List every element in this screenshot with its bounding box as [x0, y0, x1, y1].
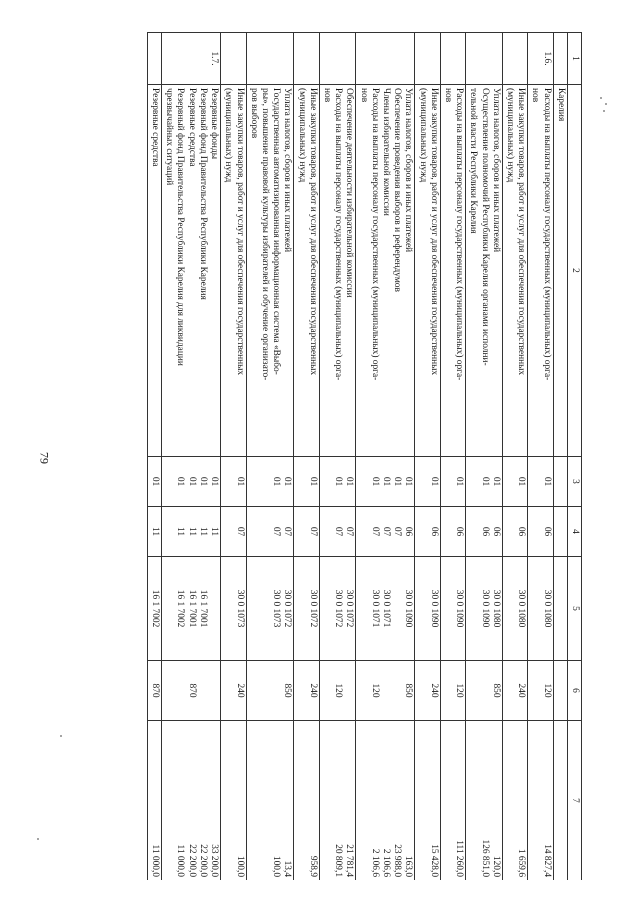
expense-type-cell — [246, 661, 294, 721]
expense-type-line: 240 — [307, 683, 318, 698]
amount-line: 23 988,0 — [392, 844, 403, 877]
expense-type-cell — [356, 661, 415, 721]
description-line: Резервный фонд Правительства Республики Карелия для ликвидации — [175, 88, 186, 366]
target-article-cell — [528, 557, 553, 661]
target-article-line: 30 0 1072 — [344, 589, 355, 628]
description-line: чрезвычайных ситуаций — [164, 88, 175, 186]
section-number-cell — [528, 33, 553, 85]
description-line: Расходы на выплаты персоналу государственных (муниципальных) орга- — [454, 88, 465, 381]
amount-line: 100,0 — [234, 855, 245, 877]
section-code-cell — [246, 457, 294, 507]
section-code-cell — [502, 457, 527, 507]
table-body — [147, 33, 567, 881]
description-cell — [553, 85, 567, 457]
expense-type-cell — [415, 661, 440, 721]
amount-cell — [147, 721, 161, 881]
target-article-line: 16 1 7002 — [150, 589, 161, 628]
table-row — [246, 33, 294, 881]
expense-type-line — [391, 664, 402, 717]
section-code-line: 01 — [428, 476, 439, 487]
section-code-line: 01 — [403, 476, 414, 487]
section-code-cell — [528, 457, 553, 507]
subsection-code-line: 11 — [186, 526, 197, 537]
amount-line: 20 809,1 — [333, 844, 344, 877]
section-code-line: 01 — [234, 476, 245, 487]
header-col-4: 4 — [567, 507, 581, 557]
subsection-code-line: 11 — [175, 526, 186, 537]
description-cell — [147, 85, 161, 457]
subsection-code-cell — [528, 507, 553, 557]
amount-cell — [502, 721, 527, 881]
section-number-cell — [502, 33, 527, 85]
section-number-cell — [294, 33, 319, 85]
subsection-code-cell — [415, 507, 440, 557]
section-code-line: 01 — [516, 476, 527, 487]
subsection-code-cell — [356, 507, 415, 557]
subsection-code-line: 06 — [541, 526, 552, 537]
target-article-line: 30 0 1090 — [428, 589, 439, 628]
target-article-line — [391, 560, 402, 657]
table-row — [466, 33, 503, 881]
subsection-code-line: 06 — [454, 526, 465, 537]
expense-type-line: 120 — [369, 683, 380, 698]
amount-line: 111 260,0 — [454, 840, 465, 877]
expense-type-line — [208, 664, 219, 717]
section-code-line: 01 — [392, 476, 403, 487]
description-line: ры», повышение правовой культуры избирателей и обучение организато- — [259, 88, 270, 381]
section-number: 1.7. — [209, 51, 220, 66]
amount-cell — [162, 721, 221, 881]
target-article-line: 30 0 1072 — [307, 589, 318, 628]
target-article-cell — [246, 557, 294, 661]
section-code-line: 01 — [271, 476, 282, 487]
scan-speck — [603, 110, 605, 112]
section-code-line: 01 — [333, 476, 344, 487]
section-code-cell — [553, 457, 567, 507]
header-row — [567, 33, 581, 881]
subsection-code-line: 06 — [490, 526, 501, 537]
amount-line: 1 659,6 — [516, 848, 527, 877]
table-row — [221, 33, 246, 881]
section-number-cell — [356, 33, 415, 85]
subsection-code-line: 06 — [428, 526, 439, 537]
section-code-line: 01 — [344, 476, 355, 487]
expense-type-line: 120 — [454, 683, 465, 698]
section-code-line: 01 — [369, 476, 380, 487]
amount-line: 2 106,6 — [380, 848, 391, 877]
description-line: (муниципальных) нужд — [504, 88, 515, 183]
expense-type-cell — [502, 661, 527, 721]
subsection-code-line: 07 — [282, 526, 293, 537]
target-article-line: 30 0 1090 — [403, 589, 414, 628]
amount-line: 22 200,0 — [197, 844, 208, 877]
subsection-code-line: 07 — [369, 526, 380, 537]
subsection-code-cell — [319, 507, 356, 557]
section-code-cell — [466, 457, 503, 507]
section-code-cell — [415, 457, 440, 507]
expense-type-cell — [440, 661, 465, 721]
amount-line: 100,0 — [271, 855, 282, 877]
description-line: Иные закупки товаров, работ и услуг для обеспечения государственных — [428, 88, 439, 376]
amount-line: 958,9 — [307, 855, 318, 877]
description-line: (муниципальных) нужд — [296, 88, 307, 183]
amount-cell — [466, 721, 503, 881]
target-article-cell — [147, 557, 161, 661]
description-line: нов — [321, 88, 332, 103]
subsection-code-cell — [162, 507, 221, 557]
expense-type-line: 240 — [516, 683, 527, 698]
target-article-cell — [356, 557, 415, 661]
amount-cell — [221, 721, 246, 881]
amount-line: 14 827,4 — [541, 844, 552, 877]
section-code-cell — [440, 457, 465, 507]
section-code-line: 01 — [307, 476, 318, 487]
description-line: (муниципальных) нужд — [417, 88, 428, 183]
amount-cell — [415, 721, 440, 881]
subsection-code-cell — [440, 507, 465, 557]
description-cell — [319, 85, 356, 457]
description-line: Резервные средства — [186, 88, 197, 167]
target-article-cell — [466, 557, 503, 661]
description-line: Иные закупки товаров, работ и услуг для обеспечения государственных — [516, 88, 527, 376]
expense-type-cell — [147, 661, 161, 721]
table-row — [415, 33, 440, 881]
target-article-line: 30 0 1071 — [369, 589, 380, 628]
target-article-line: 30 0 1072 — [333, 589, 344, 628]
expense-type-cell — [466, 661, 503, 721]
target-article-cell — [502, 557, 527, 661]
header-col-2: 2 — [567, 85, 581, 457]
target-article-cell — [553, 557, 567, 661]
description-line: Резервный фонд Правительства Республики Карелия — [197, 88, 208, 300]
section-number-cell — [553, 33, 567, 85]
description-line: Обеспечение проведения выборов и референдумов — [392, 88, 403, 292]
description-line: Резервные средства — [150, 88, 161, 167]
expense-type-line: 240 — [234, 683, 245, 698]
expense-type-line: 850 — [282, 683, 293, 698]
subsection-code-line: 11 — [197, 526, 208, 537]
expense-type-line — [174, 664, 185, 717]
subsection-code-line: 06 — [479, 526, 490, 537]
section-number-cell — [147, 33, 161, 85]
subsection-code-cell — [294, 507, 319, 557]
header-col-1: 1 — [567, 33, 581, 85]
description-line: Расходы на выплаты персоналу государственных (муниципальных) орга- — [369, 88, 380, 381]
subsection-code-line: 06 — [403, 526, 414, 537]
description-line: Уплата налогов, сборов и иных платежей — [282, 88, 293, 253]
amount-cell — [440, 721, 465, 881]
subsection-code-cell — [246, 507, 294, 557]
description-cell — [294, 85, 319, 457]
description-cell — [528, 85, 553, 457]
scan-speck — [605, 103, 607, 105]
description-line: нов — [442, 88, 453, 103]
description-line: Осуществление полномочий Республики Карелия органами исполни- — [479, 88, 490, 366]
header-col-5: 5 — [567, 557, 581, 661]
expense-type-line: 870 — [150, 683, 161, 698]
description-cell — [246, 85, 294, 457]
header-col-3: 3 — [567, 457, 581, 507]
target-article-line: 30 0 1073 — [271, 589, 282, 628]
section-code-line: 01 — [175, 476, 186, 487]
table-row — [553, 33, 567, 881]
table-container — [92, 32, 582, 880]
section-number-cell — [440, 33, 465, 85]
section-code-cell — [294, 457, 319, 507]
subsection-code-line: 07 — [344, 526, 355, 537]
subsection-code-cell — [147, 507, 161, 557]
section-code-line: 01 — [197, 476, 208, 487]
expense-type-cell — [221, 661, 246, 721]
amount-cell — [294, 721, 319, 881]
target-article-line: 30 0 1080 — [516, 589, 527, 628]
section-code-line: 01 — [541, 476, 552, 487]
section-code-line: 01 — [454, 476, 465, 487]
subsection-code-line: 07 — [380, 526, 391, 537]
table-row — [294, 33, 319, 881]
amount-cell — [246, 721, 294, 881]
description-cell — [162, 85, 221, 457]
subsection-code-cell — [466, 507, 503, 557]
target-article-line: 16 1 7001 — [197, 589, 208, 628]
scan-speck — [600, 97, 602, 99]
description-line: Члены избирательной комиссии — [380, 88, 391, 216]
amount-line: 2 106,6 — [369, 848, 380, 877]
section-code-line: 01 — [479, 476, 490, 487]
amount-cell — [528, 721, 553, 881]
description-line: Резервные фонды — [209, 88, 220, 160]
amount-line: 126 851,0 — [479, 839, 490, 877]
expense-type-line: 870 — [186, 683, 197, 698]
amount-line: 33 200,0 — [209, 844, 220, 877]
expense-type-line — [380, 664, 391, 717]
target-article-line: 16 1 7001 — [186, 589, 197, 628]
expense-type-line: 240 — [428, 683, 439, 698]
description-cell — [440, 85, 465, 457]
expense-type-cell — [528, 661, 553, 721]
section-code-cell — [162, 457, 221, 507]
budget-table — [147, 32, 582, 880]
table-row — [147, 33, 161, 881]
expense-type-line — [343, 664, 354, 717]
target-article-line: 30 0 1080 — [490, 589, 501, 628]
expense-type-cell — [553, 661, 567, 721]
description-line: нов — [530, 88, 541, 103]
subsection-code-line: 07 — [333, 526, 344, 537]
header-col-7: 7 — [567, 721, 581, 881]
description-line: Карелия — [555, 88, 566, 122]
description-line: Расходы на выплаты персоналу государственных (муниципальных) орга- — [541, 88, 552, 381]
section-code-cell — [319, 457, 356, 507]
subsection-code-line: 07 — [234, 526, 245, 537]
expense-type-cell — [319, 661, 356, 721]
description-line: Расходы на выплаты персоналу государственных (муниципальных) орга- — [333, 88, 344, 381]
description-line: (муниципальных) нужд — [223, 88, 234, 183]
table-row — [502, 33, 527, 881]
scan-speck — [37, 838, 39, 840]
subsection-code-line: 11 — [150, 526, 161, 537]
section-number-cell — [221, 33, 246, 85]
section-code-line: 01 — [282, 476, 293, 487]
page-number: 79 — [37, 452, 52, 464]
amount-line: 11 000,0 — [150, 844, 161, 877]
expense-type-line: 120 — [333, 683, 344, 698]
section-code-cell — [147, 457, 161, 507]
expense-type-line: 120 — [541, 683, 552, 698]
table-row — [319, 33, 356, 881]
section-number-cell — [162, 33, 221, 85]
target-article-cell — [440, 557, 465, 661]
description-cell — [502, 85, 527, 457]
section-code-line: 01 — [490, 476, 501, 487]
target-article-cell — [294, 557, 319, 661]
amount-cell — [319, 721, 356, 881]
section-code-line: 01 — [209, 476, 220, 487]
section-number-cell — [415, 33, 440, 85]
target-article-line: 30 0 1080 — [541, 589, 552, 628]
subsection-code-line: 07 — [271, 526, 282, 537]
amount-cell — [356, 721, 415, 881]
target-article-line — [208, 560, 219, 657]
amount-cell — [553, 721, 567, 881]
section-code-line: 01 — [150, 476, 161, 487]
description-line: Уплата налогов, сборов и иных платежей — [403, 88, 414, 253]
subsection-code-line: 07 — [307, 526, 318, 537]
section-number: 1.6. — [541, 51, 552, 66]
description-line: Иные закупки товаров, работ и услуг для обеспечения государственных — [234, 88, 245, 376]
table-row — [440, 33, 465, 881]
expense-type-cell — [294, 661, 319, 721]
subsection-code-line: 06 — [516, 526, 527, 537]
target-article-line: 30 0 1090 — [479, 589, 490, 628]
description-line: Государственная автоматизированная информационная система «Выбо- — [271, 88, 282, 375]
description-line: тельной власти Республики Карелия — [468, 88, 479, 234]
amount-line: 13,4 — [282, 860, 293, 877]
target-article-cell — [221, 557, 246, 661]
section-code-line: 01 — [186, 476, 197, 487]
subsection-code-line: 11 — [209, 526, 220, 537]
description-cell — [466, 85, 503, 457]
description-line: Иные закупки товаров, работ и услуг для обеспечения государственных — [307, 88, 318, 376]
target-article-line: 30 0 1090 — [454, 589, 465, 628]
expense-type-line — [197, 664, 208, 717]
target-article-line: 16 1 7002 — [175, 589, 186, 628]
amount-line: 15 428,0 — [428, 844, 439, 877]
description-cell — [415, 85, 440, 457]
section-code-cell — [356, 457, 415, 507]
target-article-line: 30 0 1071 — [380, 589, 391, 628]
subsection-code-cell — [221, 507, 246, 557]
table-row — [528, 33, 553, 881]
section-number-cell — [466, 33, 503, 85]
section-code-line: 01 — [380, 476, 391, 487]
subsection-code-line: 07 — [392, 526, 403, 537]
description-cell — [221, 85, 246, 457]
target-article-line: 30 0 1072 — [282, 589, 293, 628]
table-row — [162, 33, 221, 881]
target-article-cell — [319, 557, 356, 661]
header-col-6: 6 — [567, 661, 581, 721]
description-line: Обеспечение деятельности избирательной комиссии — [344, 88, 355, 298]
target-article-cell — [162, 557, 221, 661]
scan-speck — [60, 735, 62, 737]
description-line: Уплата налогов, сборов и иных платежей — [490, 88, 501, 253]
subsection-code-cell — [502, 507, 527, 557]
amount-line: 21 781,4 — [344, 844, 355, 877]
description-line: нов — [358, 88, 369, 103]
expense-type-cell — [162, 661, 221, 721]
subsection-code-cell — [553, 507, 567, 557]
section-number-cell — [319, 33, 356, 85]
expense-type-line: 850 — [403, 683, 414, 698]
description-cell — [356, 85, 415, 457]
rotated-table-wrapper — [92, 32, 582, 880]
amount-line: 11 000,0 — [175, 844, 186, 877]
amount-line: 120,0 — [490, 855, 501, 877]
description-line: ров выборов — [248, 88, 259, 139]
amount-line: 163,0 — [403, 855, 414, 877]
amount-line: 22 200,0 — [186, 844, 197, 877]
target-article-cell — [415, 557, 440, 661]
expense-type-line: 850 — [490, 683, 501, 698]
target-article-line: 30 0 1073 — [234, 589, 245, 628]
section-number-cell — [246, 33, 294, 85]
table-row — [356, 33, 415, 881]
section-code-cell — [221, 457, 246, 507]
